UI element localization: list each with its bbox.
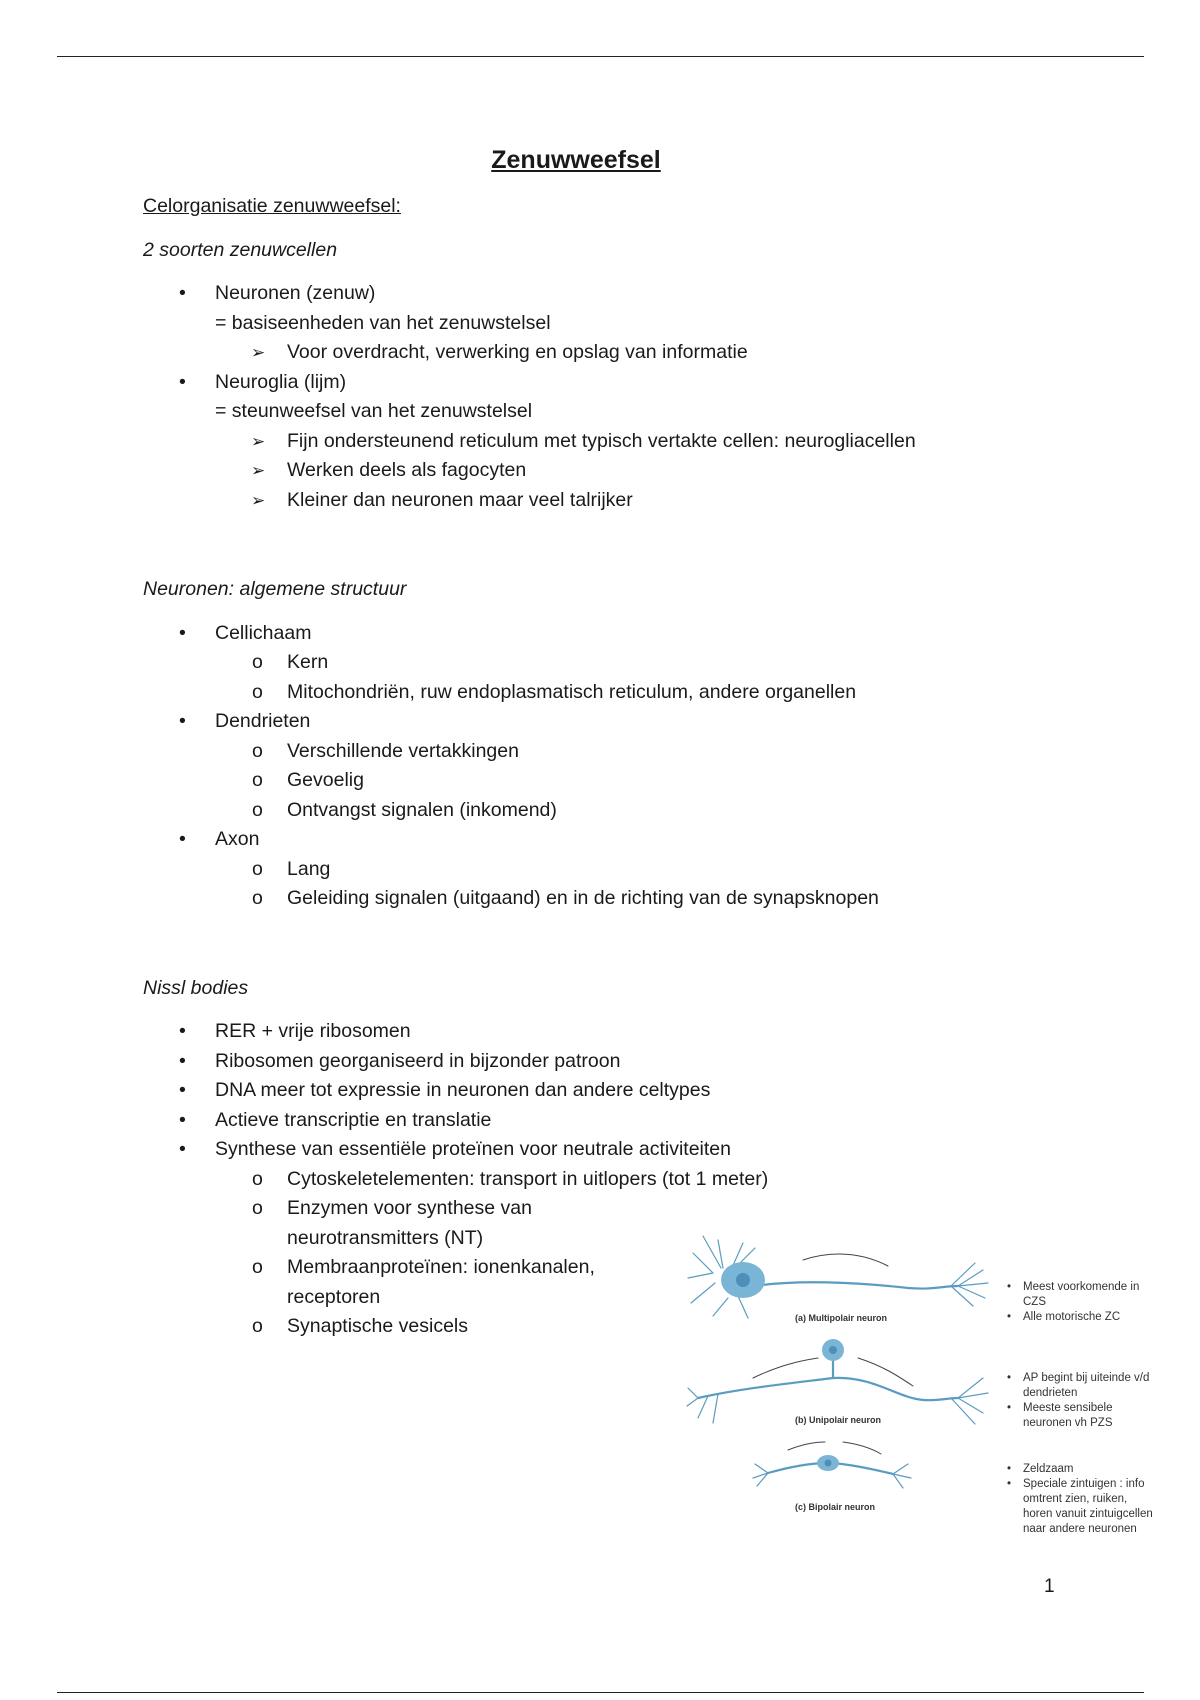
figure-caption: (a) Multipolair neuron	[795, 1313, 887, 1323]
section-heading: Nissl bodies	[143, 976, 249, 999]
list-item: o Membraanproteïnen: ionenkanalen, receptoren	[215, 1253, 637, 1312]
list-item: o Synaptische vesicels	[215, 1312, 1123, 1342]
list-item: o Enzymen voor synthese van neurotransmitters (NT)	[215, 1194, 637, 1253]
bullet-list	[143, 279, 1123, 515]
figure-caption: (c) Bipolair neuron	[795, 1502, 876, 1512]
list-item: • Neuroglia (lijm) = steunweefsel van het zenuwstelsel ➢ Fijn ondersteunend reticulum met typisch vertakte cellen: neurogliacellen ➢ Werken deels als fagocyten ➢ Kleiner dan neuronen maar veel talrijker	[143, 368, 1123, 516]
list-item: • DNA meer tot expressie in neuronen dan andere celtypes	[143, 1076, 1123, 1106]
list-item: • Axon o Lang o Geleiding signalen (uitgaand) en in de richting van de synapsknopen	[143, 825, 1123, 914]
page-title: Zenuwweefsel	[491, 146, 661, 174]
list-item: o Cytoskeletelementen: transport in uitlopers (tot 1 meter)	[215, 1165, 1123, 1195]
figure-caption: (b) Unipolair neuron	[795, 1415, 881, 1425]
list-item: o Ontvangst signalen (inkomend)	[215, 796, 1123, 826]
list-item: o Geleiding signalen (uitgaand) en in de richting van de synapsknopen	[215, 884, 1123, 914]
figure-notes: • Zeldzaam • Speciale zintuigen : info omtrent zien, ruiken, horen vanuit zintuigcellen naar andere neuronen	[1005, 1462, 1157, 1537]
section-heading: Celorganisatie zenuwweefsel:	[143, 195, 401, 217]
list-item: • Cellichaam o Kern o Mitochondriën, ruw endoplasmatisch reticulum, andere organellen	[143, 619, 1123, 708]
list-item: ➢ Werken deels als fagocyten	[215, 456, 1123, 486]
list-item: o Lang	[215, 855, 1123, 885]
neuron-types-figure	[683, 1228, 1159, 1552]
list-item: ➢ Kleiner dan neuronen maar veel talrijker	[215, 486, 1123, 516]
figure-notes: • Meest voorkomende in CZS • Alle motorische ZC	[1005, 1280, 1155, 1325]
list-item: o Verschillende vertakkingen	[215, 737, 1123, 767]
figure-notes: • AP begint bij uiteinde v/d dendrieten • Meeste sensibele neuronen vh PZS	[1005, 1371, 1155, 1431]
list-item: ➢ Voor overdracht, verwerking en opslag van informatie	[215, 338, 1123, 368]
header-rule	[57, 56, 1144, 57]
list-item: • Neuronen (zenuw) = basiseenheden van het zenuwstelsel ➢ Voor overdracht, verwerking en opslag van informatie	[143, 279, 1123, 368]
page-number: 1	[1044, 1576, 1055, 1597]
section-heading: Neuronen: algemene structuur	[143, 578, 407, 600]
list-item: • RER + vrije ribosomen	[143, 1017, 1123, 1047]
list-item: • Dendrieten o Verschillende vertakkingen o Gevoelig o Ontvangst signalen (inkomend)	[143, 707, 1123, 825]
footer-rule	[57, 1692, 1144, 1693]
bullet-list	[143, 619, 1123, 914]
list-item: • Actieve transcriptie en translatie	[143, 1106, 1123, 1136]
section-subheading: 2 soorten zenuwcellen	[143, 238, 338, 261]
list-item: o Gevoelig	[215, 766, 1123, 796]
signal-arrow	[803, 1254, 888, 1266]
list-item: • Ribosomen georganiseerd in bijzonder patroon	[143, 1047, 1123, 1077]
list-item: o Mitochondriën, ruw endoplasmatisch reticulum, andere organellen	[215, 678, 1123, 708]
list-item: o Kern	[215, 648, 1123, 678]
list-item: ➢ Fijn ondersteunend reticulum met typisch vertakte cellen: neurogliacellen	[215, 427, 1123, 457]
document-body	[143, 140, 1123, 1342]
axon	[743, 1282, 958, 1288]
list-item: • Synthese van essentiële proteïnen voor neutrale activiteiten o Cytoskeletelementen: transport in uitlopers (tot 1 meter) o Enzymen voor synthese van neurotransmitters (NT) o Membraanproteïnen: ionenkanalen, receptoren o Synaptische vesicels	[143, 1135, 1123, 1342]
